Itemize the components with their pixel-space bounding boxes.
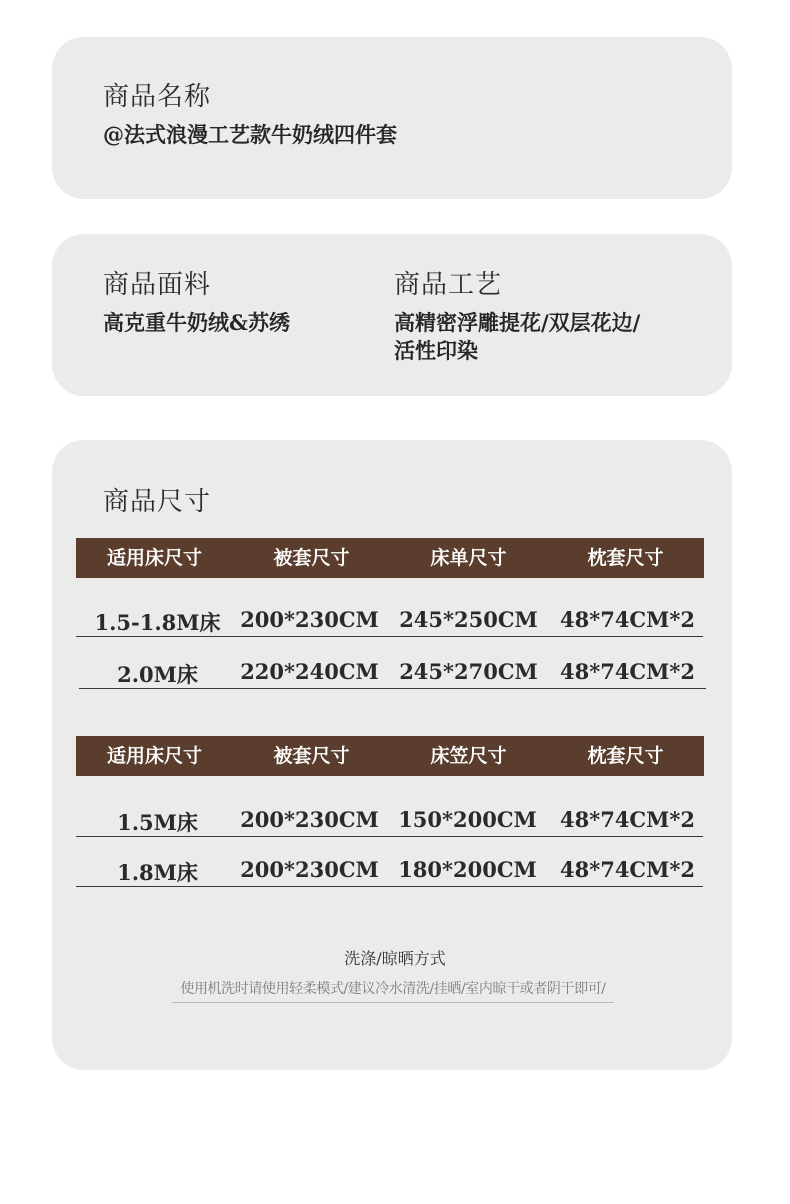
table2-row1-fitted-sheet: 150*200CM [398, 807, 537, 832]
table2-row2-pillow: 48*74CM*2 [560, 857, 695, 882]
fabric-value: 高克重牛奶绒&苏绣 [103, 310, 290, 335]
fabric-label: 商品面料 [103, 270, 212, 300]
table1-header-pillow: 枕套尺寸 [587, 547, 664, 569]
table1-row2-divider [79, 688, 706, 689]
table1-row1-sheet: 245*250CM [399, 607, 538, 632]
product-name-value: @法式浪漫工艺款牛奶绒四件套 [103, 122, 397, 147]
table2-row1-duvet: 200*230CM [240, 807, 379, 832]
product-name-label: 商品名称 [103, 82, 212, 112]
care-title: 洗涤/晾晒方式 [344, 949, 446, 968]
table2-header-fitted-sheet: 床笠尺寸 [430, 745, 507, 767]
table2-header-bed: 适用床尺寸 [106, 745, 202, 767]
table2-row2-bed: 1.8M床 [117, 860, 198, 885]
size-table-2-header [76, 736, 704, 776]
care-underline [172, 1002, 614, 1003]
care-text: 使用机洗时请使用轻柔模式/建议冷水清洗/挂晒/室内晾干或者阴干即可/ [180, 981, 606, 997]
craft-value-line2: 活性印染 [394, 338, 478, 363]
table1-header-bed: 适用床尺寸 [106, 547, 202, 569]
table2-row2-divider [76, 886, 703, 887]
craft-label: 商品工艺 [394, 270, 503, 300]
table2-row2-duvet: 200*230CM [240, 857, 379, 882]
product-name-card [52, 37, 732, 199]
table1-header-duvet: 被套尺寸 [273, 547, 350, 569]
table2-header-duvet: 被套尺寸 [273, 745, 350, 767]
table1-row2-duvet: 220*240CM [240, 659, 379, 684]
table1-row2-pillow: 48*74CM*2 [560, 659, 695, 684]
size-table-1-header [76, 538, 704, 578]
table2-row1-divider [76, 836, 703, 837]
table1-row1-bed: 1.5-1.8M床 [94, 610, 221, 635]
table1-row2-sheet: 245*270CM [399, 659, 538, 684]
table1-header-sheet: 床单尺寸 [430, 547, 507, 569]
table2-row1-pillow: 48*74CM*2 [560, 807, 695, 832]
table2-header-pillow: 枕套尺寸 [587, 745, 664, 767]
table2-row1-bed: 1.5M床 [117, 810, 198, 835]
table1-row1-divider [76, 636, 703, 637]
table2-row2-fitted-sheet: 180*200CM [398, 857, 537, 882]
craft-value-line1: 高精密浮雕提花/双层花边/ [394, 310, 641, 335]
table1-row1-duvet: 200*230CM [240, 607, 379, 632]
table1-row1-pillow: 48*74CM*2 [560, 607, 695, 632]
size-label: 商品尺寸 [103, 487, 212, 517]
table1-row2-bed: 2.0M床 [117, 662, 198, 687]
